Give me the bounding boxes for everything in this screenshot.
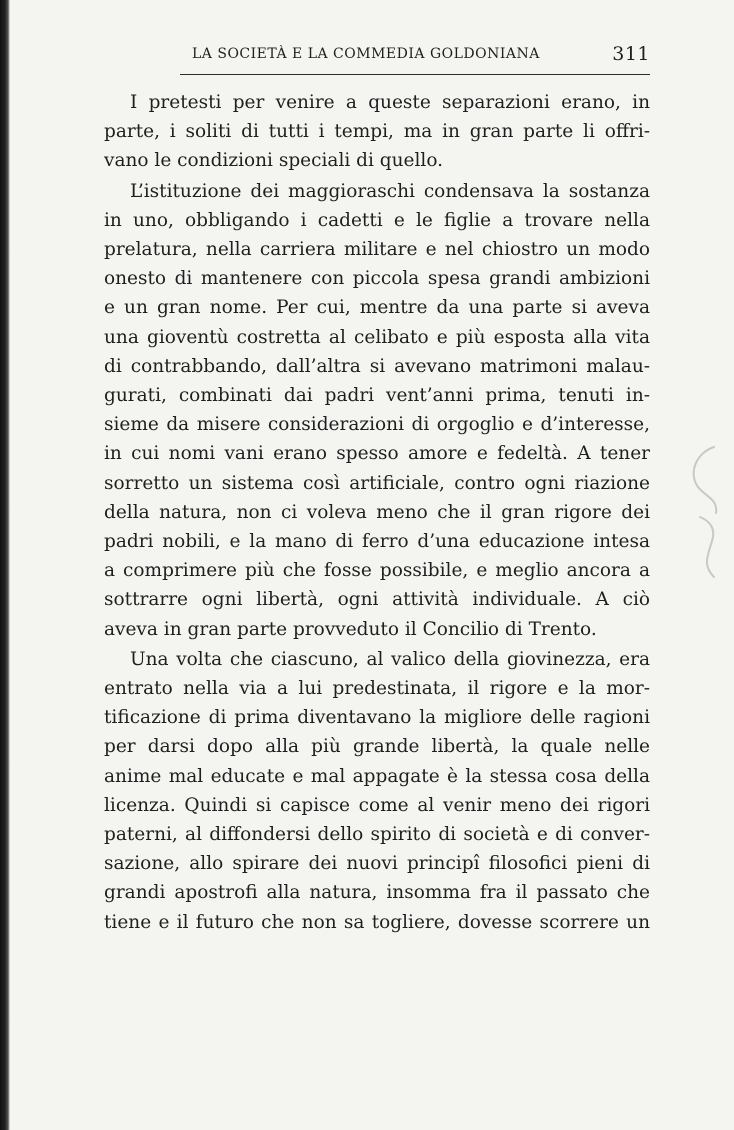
paragraph-2 xyxy=(104,177,650,644)
text-line: padri nobili, e la mano di ferro d’una educazione intesa xyxy=(104,531,650,553)
pencil-stroke xyxy=(694,447,717,513)
pencil-stroke xyxy=(700,517,714,577)
page-binding-edge xyxy=(0,0,10,1130)
text-line: tiene e il futuro che non sa togliere, dovesse scorrere un xyxy=(104,911,650,933)
paragraph-3 xyxy=(104,645,650,937)
text-line: di contrabbando, dall’altra si avevano matrimoni malau- xyxy=(104,355,650,377)
text-line: anime mal educate e mal appagate è la stessa cosa della xyxy=(104,765,650,787)
text-line: in cui nomi vani erano spesso amore e fedeltà. A tener xyxy=(104,443,650,465)
text-line: aveva in gran parte provveduto il Concilio di Trento. xyxy=(104,618,597,640)
text-line: tificazione di prima diventavano la migliore delle ragioni xyxy=(104,707,650,729)
text-line: e un gran nome. Per cui, mentre da una parte si aveva xyxy=(104,297,650,319)
book-page xyxy=(104,38,650,933)
text-line: sottrarre ogni libertà, ogni attività individuale. A ciò xyxy=(104,589,650,611)
text-line: I pretesti per venire a queste separazioni erano, in xyxy=(130,92,650,113)
text-line: a comprimere più che fosse possibile, e meglio ancora a xyxy=(104,560,650,582)
header-rule xyxy=(180,74,650,75)
text-line: una gioventù costretta al celibato e più esposta alla vita xyxy=(104,326,650,348)
text-line: prelatura, nella carriera militare e nel chiostro un modo xyxy=(104,239,650,261)
text-line: della natura, non ci voleva meno che il gran rigore dei xyxy=(104,501,650,523)
text-line: Una volta che ciascuno, al valico della giovinezza, era xyxy=(130,648,650,670)
text-line: entrato nella via a lui predestinata, il rigore e la mor- xyxy=(104,678,650,700)
paragraph-1 xyxy=(104,88,650,176)
text-line: L’istituzione dei maggioraschi condensava la sostanza xyxy=(130,180,650,202)
text-line: sazione, allo spirare dei nuovi principî filosofici pieni di xyxy=(104,853,650,875)
text-line: in uno, obbligando i cadetti e le figlie a trovare nella xyxy=(104,209,650,231)
text-line: onesto di mantenere con piccola spesa grandi ambizioni xyxy=(104,268,650,290)
running-head: LA SOCIETÀ E LA COMMEDIA GOLDONIANA xyxy=(192,46,540,62)
text-line: sieme da misere considerazioni di orgoglio e d’interesse, xyxy=(104,414,650,436)
text-line: vano le condizioni speciali di quello. xyxy=(104,150,444,172)
body-text xyxy=(104,88,650,937)
page-header xyxy=(104,38,650,72)
page-number: 311 xyxy=(612,43,650,65)
text-line: per darsi dopo alla più grande libertà, la quale nelle xyxy=(104,736,650,758)
text-line: grandi apostrofi alla natura, insomma fra il passato che xyxy=(104,882,650,904)
text-line: paterni, al diffondersi dello spirito di società e di conver- xyxy=(104,824,650,846)
margin-pencil-mark xyxy=(678,445,726,585)
text-line: gurati, combinati dai padri vent’anni prima, tenuti in- xyxy=(104,385,650,407)
text-line: licenza. Quindi si capisce come al venir meno dei rigori xyxy=(104,794,650,816)
text-line: parte, i soliti di tutti i tempi, ma in gran parte li offri- xyxy=(104,121,650,143)
text-line: sorretto un sistema così artificiale, contro ogni riazione xyxy=(104,472,650,494)
